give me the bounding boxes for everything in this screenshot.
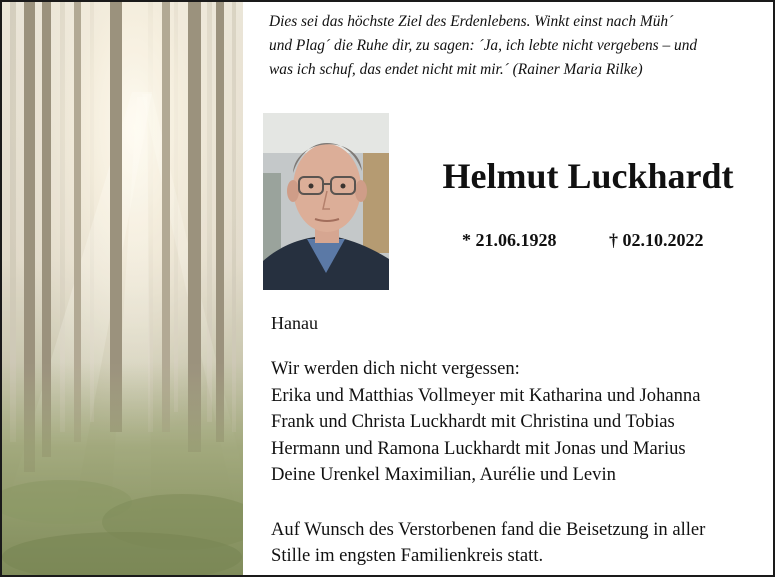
mourners-line: Wir werden dich nicht vergessen:	[271, 358, 520, 379]
notice-line: Stille im engsten Familienkreis statt.	[271, 545, 544, 566]
forest-sunbeams-image	[2, 2, 243, 575]
mourners-line: Frank und Christa Luckhardt mit Christina und Tobias	[271, 411, 675, 432]
mourners-line: Hermann und Ramona Luckhardt mit Jonas und Marius	[271, 437, 686, 459]
notice-line: Auf Wunsch des Verstorbenen fand die Beisetzung in aller	[271, 519, 706, 540]
burial-notice	[271, 517, 766, 569]
birth-date: * 21.06.1928	[462, 230, 557, 250]
quote-line: Dies sei das höchste Ziel des Erdenlebens. Winkt einst nach Müh´	[269, 13, 674, 30]
death-date: † 02.10.2022	[609, 230, 704, 250]
portrait-photo	[263, 113, 389, 290]
rilke-quote	[269, 10, 763, 82]
quote-line: was ich schuf, das endet nicht mit mir.´ (Rainer Maria Rilke)	[269, 61, 643, 78]
quote-line: und Plag´ die Ruhe dir, zu sagen: ´Ja, ich lebte nicht vergebens – und	[269, 37, 698, 54]
deceased-name: Helmut Luckhardt	[442, 156, 734, 196]
mourners-line: Deine Urenkel Maximilian, Aurélie und Levin	[271, 464, 616, 485]
mourners-line: Erika und Matthias Vollmeyer mit Katharina und Johanna	[271, 384, 701, 406]
mourners-list	[271, 356, 766, 489]
place-of-residence: Hanau	[271, 313, 318, 333]
